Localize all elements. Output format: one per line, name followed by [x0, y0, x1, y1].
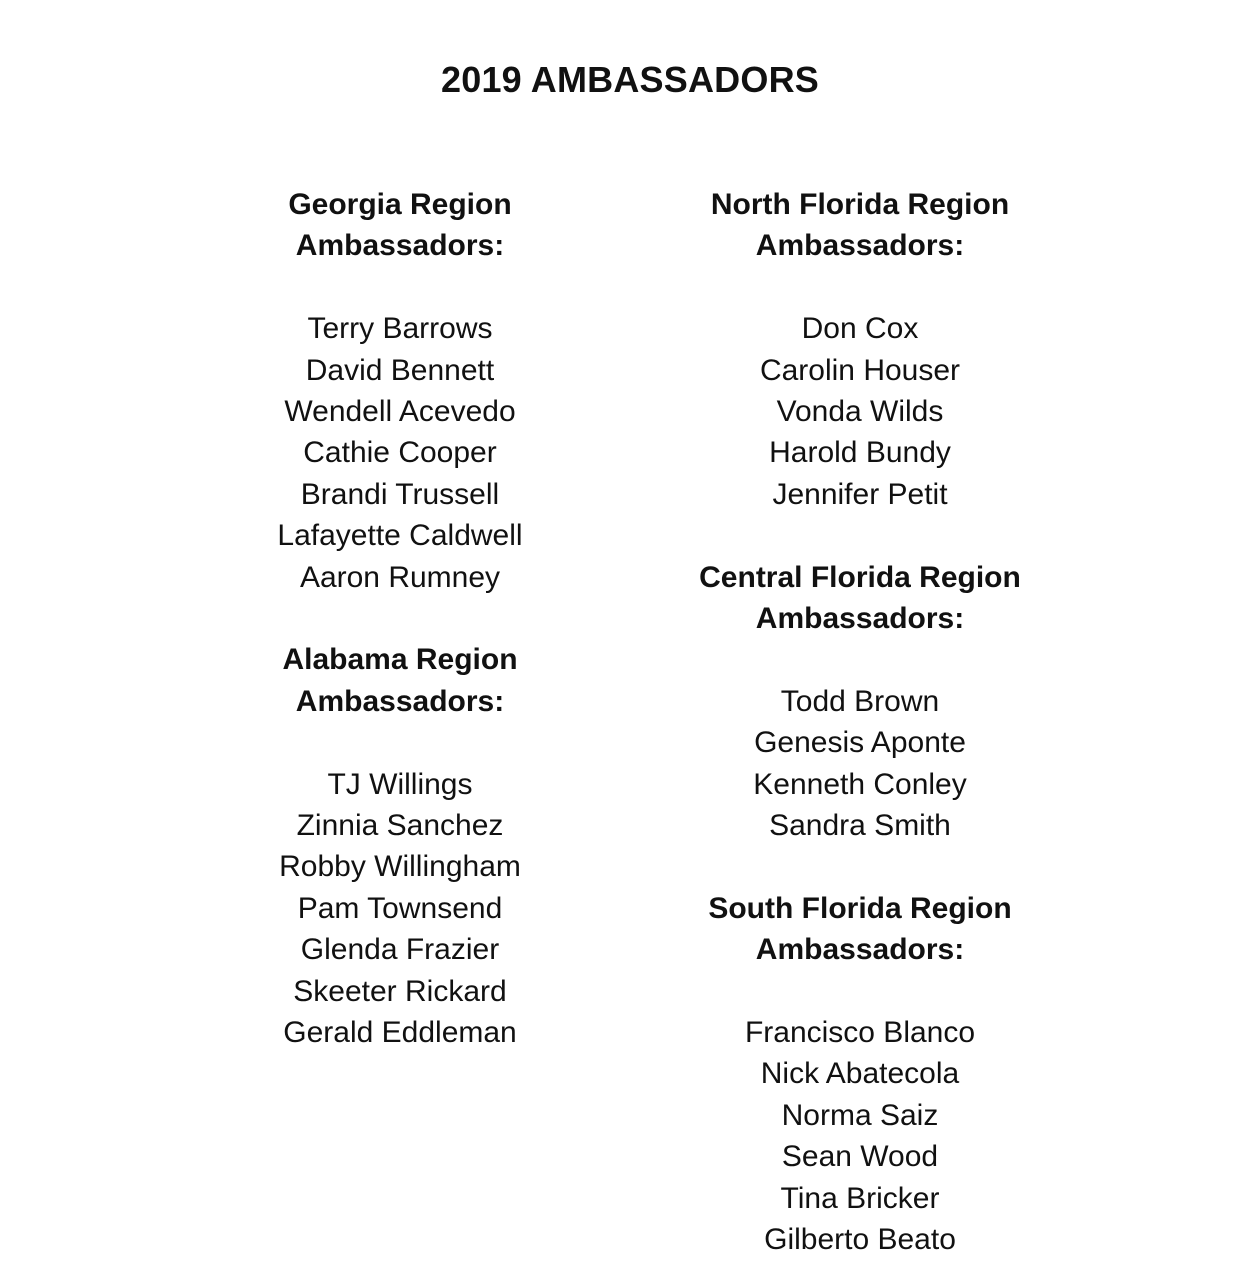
ambassador-list [660, 308, 1060, 515]
ambassador-name: Carolin Houser [759, 353, 961, 387]
ambassador-name: Wendell Acevedo [284, 395, 516, 429]
region-heading [230, 184, 570, 267]
ambassador-name: Todd Brown [780, 684, 940, 718]
region-alabama [230, 639, 570, 1053]
ambassador-name: Pam Townsend [297, 891, 503, 925]
region-heading-line1: Georgia Region [288, 188, 512, 221]
ambassador-name: David Bennett [305, 353, 495, 387]
ambassador-name: Vonda Wilds [776, 395, 944, 429]
region-heading-line1: North Florida Region [710, 188, 1010, 221]
ambassador-list [660, 1012, 1060, 1260]
ambassador-list [230, 308, 570, 598]
ambassador-name: Harold Bundy [769, 436, 951, 470]
region-heading-line2: Ambassadors: [295, 229, 505, 263]
ambassador-name: Aaron Rumney [299, 560, 501, 594]
ambassador-name: Sandra Smith [769, 809, 951, 843]
region-heading [660, 557, 1060, 640]
ambassador-name: Sean Wood [781, 1140, 939, 1174]
ambassador-name: Francisco Blanco [744, 1016, 976, 1050]
ambassador-list [230, 764, 570, 1054]
region-north-florida [660, 184, 1060, 515]
ambassador-name: Terry Barrows [307, 312, 493, 346]
region-heading [230, 639, 570, 722]
region-heading-line1: Alabama Region [282, 643, 518, 677]
page-title: 2019 AMBASSADORS [441, 59, 819, 100]
left-column [230, 184, 570, 1053]
ambassador-name: Gilberto Beato [764, 1223, 956, 1257]
ambassador-name: Jennifer Petit [772, 477, 948, 511]
ambassador-name: Brandi Trussell [300, 477, 500, 511]
ambassador-name: Norma Saiz [781, 1098, 939, 1132]
region-heading [660, 184, 1060, 267]
right-column [660, 184, 1060, 1260]
ambassador-name: Zinnia Sanchez [296, 809, 504, 843]
region-south-florida [660, 888, 1060, 1261]
region-heading-line1: South Florida Region [708, 891, 1012, 925]
ambassador-name: Cathie Cooper [303, 436, 497, 470]
ambassador-name: Gerald Eddleman [283, 1016, 517, 1050]
region-heading-line2: Ambassadors: [755, 229, 965, 263]
region-heading-line2: Ambassadors: [295, 684, 505, 718]
region-heading-line2: Ambassadors: [755, 602, 965, 636]
ambassador-name: Genesis Aponte [754, 726, 966, 760]
region-heading-line1: Central Florida Region [699, 560, 1021, 594]
region-georgia [230, 184, 570, 598]
ambassador-name: TJ Willings [327, 767, 473, 801]
region-heading [660, 888, 1060, 971]
ambassador-name: Don Cox [801, 312, 919, 346]
ambassador-name: Robby Willingham [279, 850, 521, 884]
ambassador-name: Kenneth Conley [753, 767, 967, 801]
region-central-florida [660, 557, 1060, 847]
ambassador-name: Nick Abatecola [760, 1057, 960, 1091]
region-heading-line2: Ambassadors: [755, 933, 965, 967]
ambassador-list [660, 681, 1060, 847]
ambassador-name: Skeeter Rickard [293, 974, 507, 1008]
ambassador-name: Tina Bricker [780, 1181, 940, 1215]
ambassador-name: Glenda Frazier [300, 933, 500, 967]
ambassador-name: Lafayette Caldwell [277, 519, 523, 553]
